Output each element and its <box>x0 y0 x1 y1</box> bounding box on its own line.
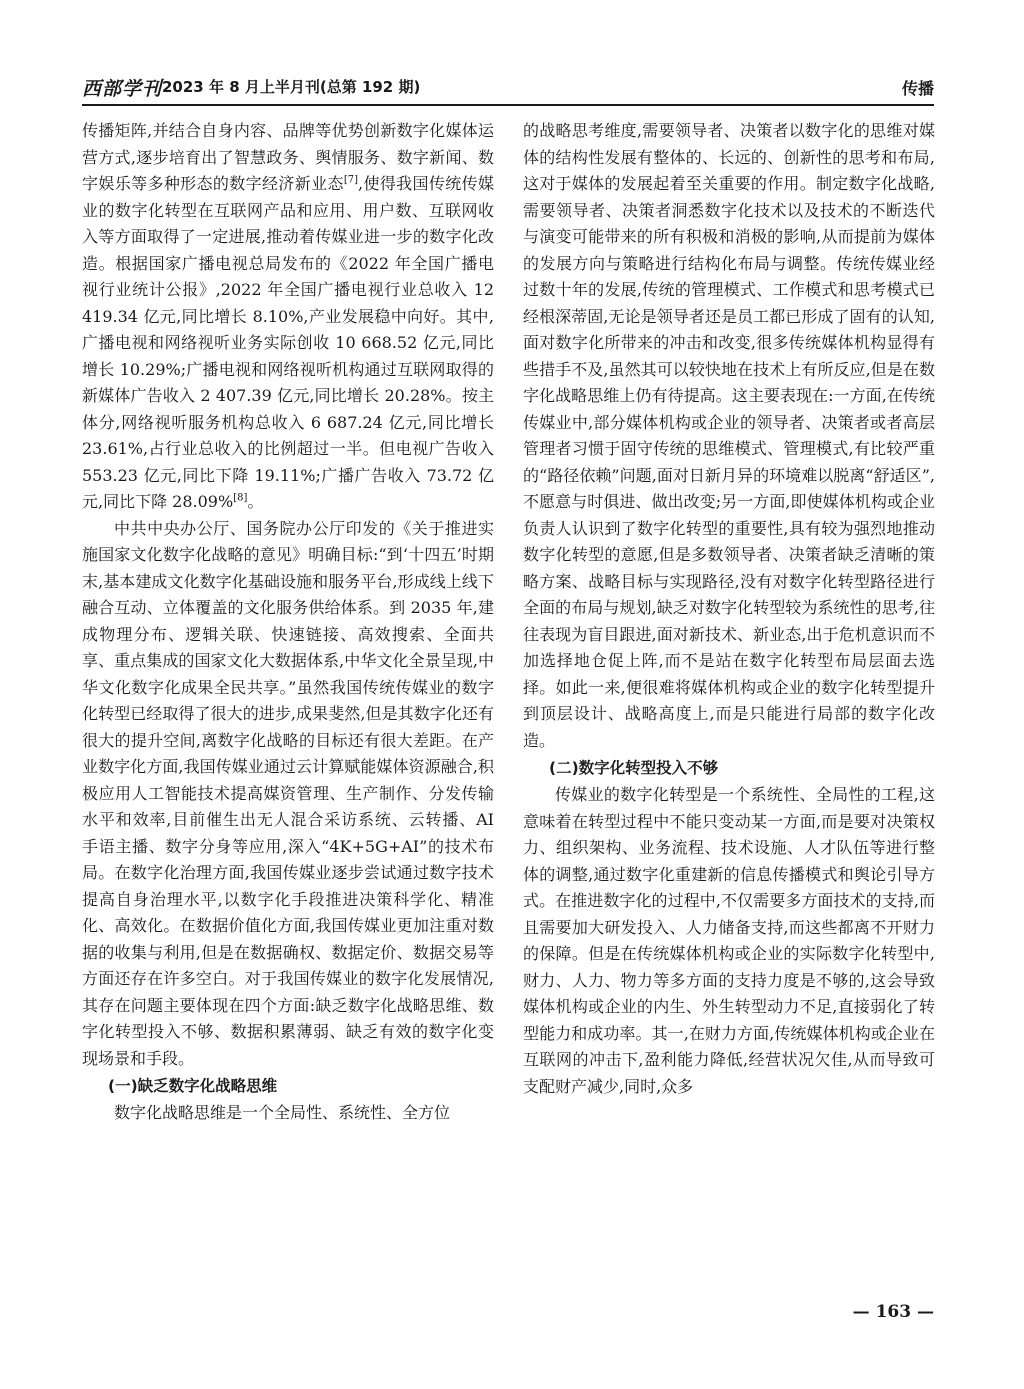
section-heading: (二)数字化转型投入不够 <box>549 759 719 777</box>
running-header <box>82 70 934 106</box>
section-heading: (一)缺乏数字化战略思维 <box>108 1077 278 1095</box>
page-number: — 163 — <box>852 1302 934 1322</box>
paragraph: 数字化战略思维是一个全局性、系统性、全方位 <box>114 1103 451 1122</box>
left-column <box>82 118 494 1127</box>
citation-ref: [8] <box>233 492 248 504</box>
citation-ref: [7] <box>343 174 358 186</box>
paragraph: 传播矩阵,并结合自身内容、品牌等优势创新数字化媒体运营方式,逐步培育出了智慧政务、舆情服务、数字新闻、数字娱乐等多种形态的数字经济新业态[7],使得我国传统传媒业的数字化转型在互联网产品和应用、用户数、互联网收入等方面取得了一定进展,推动着传媒业进一步的数字化改造。根据国家广播电视总局发布的《2022 年全国广播电视行业统计公报》,2022 年全国广播电视行业总收入 12 419.34 亿元,同比增长 8.10%,产业发展稳中向好。其中,广播电视和网络视听业务实际创收 10 668.52 亿元,同比增长 10.29%;广播电视和网络视听机构通过互联网取得的新媒体广告收入 2 407.39 亿元,同比增长 20.28%。按主体分,网络视听服务机构总收入 6 687.24 亿元,同比增长 23.61%,占行业总收入的比例超过一半。但电视广告收入 553.23 亿元,同比下降 19.11%;广播广告收入 73.72 亿元,同比下降 28.09%[8]。 <box>82 121 494 511</box>
journal-logo: 西部学刊 <box>82 78 163 100</box>
right-column <box>523 118 935 1100</box>
paragraph: 中共中央办公厅、国务院办公厅印发的《关于推进实施国家文化数字化战略的意见》明确目标:“到‘十四五’时期末,基本建成文化数字化基础设施和服务平台,形成线上线下融合互动、立体覆盖的文化服务供给体系。到 2035 年,建成物理分布、逻辑关联、快速链接、高效搜索、全面共享、重点集成的国家文化大数据体系,中华文化全景呈现,中华文化数字化成果全民共享。”虽然我国传统传媒业的数字化转型已经取得了很大的进步,成果斐然,但是其数字化还有很大的提升空间,离数字化战略的目标还有很大差距。在产业数字化方面,我国传媒业通过云计算赋能媒体资源融合,积极应用人工智能技术提高媒资管理、生产制作、分发传输水平和效率,目前催生出无人混合采访系统、云转播、AI 手语主播、数字分身等应用,深入“4K+5G+AI”的技术布局。在数字化治理方面,我国传媒业逐步尝试通过数字技术提高自身治理水平,以数字化手段推进决策科学化、精准化、高效化。在数据价值化方面,我国传媒业更加注重对数据的收集与利用,但是在数据确权、数据定价、数据交易等方面还存在许多空白。对于我国传媒业的数字化发展情况,其存在问题主要体现在四个方面:缺乏数字化战略思维、数字化转型投入不够、数据积累薄弱、缺乏有效的数字化变现场景和手段。 <box>82 518 494 1068</box>
paragraph: 的战略思考维度,需要领导者、决策者以数字化的思维对媒体的结构性发展有整体的、长远的、创新性的思考和布局,这对于媒体的发展起着至关重要的作用。制定数字化战略,需要领导者、决策者洞悉数字化技术以及技术的不断迭代与演变可能带来的所有积极和消极的影响,从而提前为媒体的发展方向与策略进行结构化布局与调整。传统传媒业经过数十年的发展,传统的管理模式、工作模式和思考模式已经根深蒂固,无论是领导者还是员工都已形成了固有的认知,面对数字化所带来的冲击和改变,很多传统媒体机构显得有些措手不及,虽然其可以较快地在技术上有所反应,但是在数字化战略思维上仍有待提高。这主要表现在:一方面,在传统传媒业中,部分媒体机构或企业的领导者、决策者或者高层管理者习惯于固守传统的思维模式、管理模式,有比较严重的“路径依赖”问题,面对日新月异的环境难以脱离“舒适区”,不愿意与时俱进、做出改变;另一方面,即使媒体机构或企业负责人认识到了数字化转型的重要性,具有较为强烈地推动数字化转型的意愿,但是多数领导者、决策者缺乏清晰的策略方案、战略目标与实现路径,没有对数字化转型路径进行全面的布局与规划,缺乏对数字化转型较为系统性的思考,往往表现为盲目跟进,面对新技术、新业态,出于危机意识而不加选择地仓促上阵,而不是站在数字化转型布局层面去选择。如此一来,便很难将媒体机构或企业的数字化转型提升到顶层设计、战略高度上,而是只能进行局部的数字化改造。 <box>523 121 935 750</box>
section-name: 传播 <box>901 79 934 98</box>
issue-info: 2023 年 8 月上半月刊(总第 192 期) <box>162 78 421 96</box>
paragraph: 传媒业的数字化转型是一个系统性、全局性的工程,这意味着在转型过程中不能只变动某一方面,而是要对决策权力、组织架构、业务流程、技术设施、人才队伍等进行整体的调整,通过数字化重建新的信息传播模式和舆论引导方式。在推进数字化的过程中,不仅需要多方面技术的支持,而且需要加大研发投入、人力储备支持,而这些都离不开财力的保障。但是在传统媒体机构或企业的实际数字化转型中,财力、人力、物力等多方面的支持力度是不够的,这会导致媒体机构或企业的内生、外生转型动力不足,直接弱化了转型能力和成功率。其一,在财力方面,传统媒体机构或企业在互联网的冲击下,盈利能力降低,经营状况欠佳,从而导致可支配财产减少,同时,众多 <box>523 785 935 1096</box>
